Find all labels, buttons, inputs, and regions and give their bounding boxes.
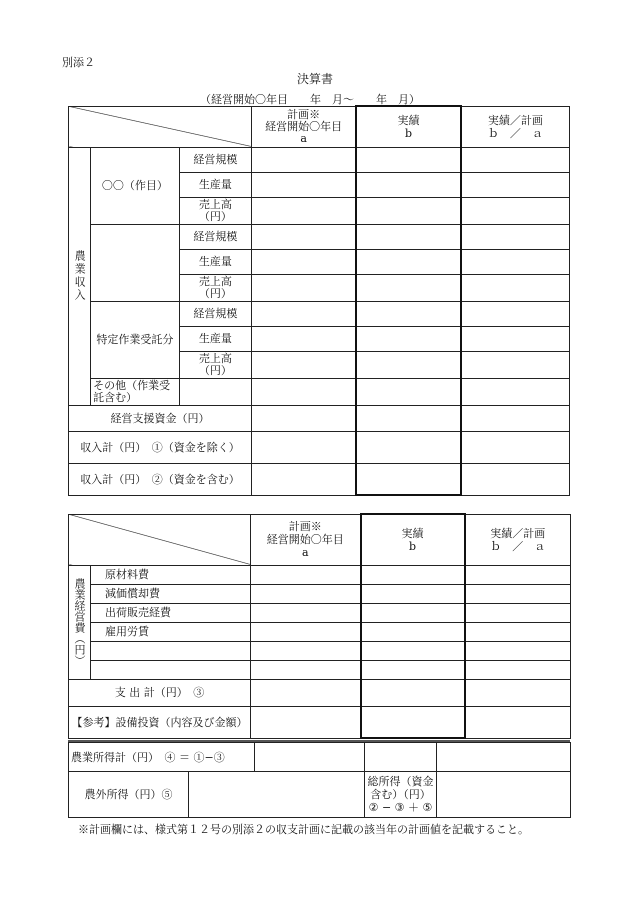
sales-label: 売上高 （円） [179, 274, 251, 301]
cell[interactable] [252, 274, 357, 301]
cell[interactable] [251, 679, 361, 706]
cell[interactable] [461, 197, 570, 224]
cell[interactable] [356, 147, 461, 172]
attachment-label: 別添２ [62, 56, 95, 69]
cell[interactable] [361, 641, 465, 660]
support-funds-label: 経営支援資金（円） [69, 405, 252, 431]
farm-income-group: 農業収入 [69, 147, 91, 405]
blank-expense-label[interactable] [91, 660, 251, 679]
cell[interactable] [461, 431, 570, 463]
cell[interactable] [356, 351, 461, 378]
cell[interactable] [461, 224, 570, 249]
expense-table [68, 513, 571, 739]
farm-expense-group: 農業経営費（円） [69, 565, 91, 679]
cell[interactable] [461, 378, 570, 405]
production-label: 生産量 [179, 172, 251, 197]
cell[interactable] [461, 249, 570, 274]
cell[interactable] [251, 706, 361, 738]
cell[interactable] [465, 584, 571, 603]
reference-investment-label: 【参考】設備投資（内容及び金額） [69, 706, 251, 738]
cell[interactable] [356, 249, 461, 274]
other-label: その他（作業受託含む） [91, 378, 180, 405]
cell[interactable] [189, 772, 365, 818]
cell[interactable] [251, 641, 361, 660]
cell[interactable] [356, 463, 461, 495]
cell[interactable] [365, 743, 437, 772]
materials-label: 原材料費 [91, 565, 251, 584]
cell[interactable] [252, 431, 357, 463]
cell[interactable] [461, 463, 570, 495]
cell[interactable] [252, 224, 357, 249]
income-total-2-label: 収入計（円） ②（資金を含む） [69, 463, 252, 495]
cell[interactable] [461, 351, 570, 378]
cell[interactable] [255, 743, 365, 772]
crop2-label[interactable] [91, 224, 180, 301]
sales-label: 売上高 （円） [179, 197, 251, 224]
cell[interactable] [465, 622, 571, 641]
cell[interactable] [356, 378, 461, 405]
cell[interactable] [356, 326, 461, 351]
cell[interactable] [361, 622, 465, 641]
cell[interactable] [356, 431, 461, 463]
cell[interactable] [461, 326, 570, 351]
document-title: 決算書 [296, 72, 333, 86]
cell[interactable] [361, 584, 465, 603]
cell[interactable] [465, 679, 571, 706]
depreciation-label: 減価償却費 [91, 584, 251, 603]
cell[interactable] [437, 772, 571, 818]
actual-col-header: 実績 b [356, 106, 461, 147]
crop1-label: 〇〇（作目） [91, 147, 180, 224]
sales-label: 売上高 （円） [179, 351, 251, 378]
footnote: ※計画欄には、様式第１２号の別添２の収支計画に記載の該当年の計画値を記載すること。 [78, 823, 529, 836]
cell[interactable] [251, 565, 361, 584]
income-total-1-label: 収入計（円） ①（資金を除く） [69, 431, 252, 463]
income-table [68, 105, 570, 496]
cell[interactable] [361, 679, 465, 706]
cell[interactable] [437, 743, 571, 772]
cell[interactable] [461, 405, 570, 431]
cell[interactable] [361, 660, 465, 679]
cell[interactable] [461, 301, 570, 326]
corner-header [69, 106, 252, 147]
cell[interactable] [252, 326, 357, 351]
cell[interactable] [252, 197, 357, 224]
summary-table [68, 742, 571, 818]
ratio-col-header: 実績／計画 ｂ ／ ａ [461, 106, 570, 147]
shipping-label: 出荷販売経費 [91, 603, 251, 622]
cell[interactable] [356, 172, 461, 197]
cell[interactable] [361, 565, 465, 584]
cell[interactable] [252, 172, 357, 197]
cell[interactable] [465, 603, 571, 622]
plan-col-header: 計画※ 経営開始〇年目 a [251, 514, 361, 565]
cell[interactable] [465, 641, 571, 660]
blank-expense-label[interactable] [91, 641, 251, 660]
cell[interactable] [361, 603, 465, 622]
cell[interactable] [251, 603, 361, 622]
production-label: 生産量 [179, 326, 251, 351]
cell[interactable] [252, 147, 357, 172]
period-line: （経営開始〇年目 年 月～ 年 月） [200, 93, 420, 106]
total-income-label: 総所得（資金含む）（円） ② − ③ ＋ ⑤ [365, 772, 437, 818]
cell[interactable] [251, 660, 361, 679]
actual-col-header: 実績 b [361, 514, 465, 565]
cell[interactable] [252, 301, 357, 326]
production-label: 生産量 [179, 249, 251, 274]
cell[interactable] [356, 197, 461, 224]
cell[interactable] [251, 622, 361, 641]
specified-work-label: 特定作業受託分 [91, 301, 180, 378]
scale-label: 経営規模 [179, 147, 251, 172]
ratio-col-header: 実績／計画 ｂ ／ ａ [465, 514, 571, 565]
cell[interactable] [465, 706, 571, 738]
cell[interactable] [356, 274, 461, 301]
cell[interactable] [252, 378, 357, 405]
cell[interactable] [465, 660, 571, 679]
cell[interactable] [461, 147, 570, 172]
cell[interactable] [252, 405, 357, 431]
cell[interactable] [465, 565, 571, 584]
plan-col-header: 計画※ 経営開始〇年目 a [252, 106, 357, 147]
cell[interactable] [252, 249, 357, 274]
expense-total-label: 支 出 計（円） ③ [69, 679, 251, 706]
scale-label: 経営規模 [179, 224, 251, 249]
scale-label: 経営規模 [179, 301, 251, 326]
cell[interactable] [252, 351, 357, 378]
labor-label: 雇用労賃 [91, 622, 251, 641]
cell[interactable] [252, 463, 357, 495]
farm-income-total-label: 農業所得計（円） ④ ＝ ①−③ [69, 743, 255, 772]
corner-header [69, 514, 251, 565]
cell[interactable] [356, 224, 461, 249]
cell[interactable] [361, 706, 465, 738]
cell[interactable] [356, 405, 461, 431]
cell[interactable] [356, 301, 461, 326]
cell[interactable] [251, 584, 361, 603]
cell[interactable] [461, 172, 570, 197]
cell[interactable] [179, 378, 251, 405]
cell[interactable] [461, 274, 570, 301]
non-farm-income-label: 農外所得（円）⑤ [69, 772, 189, 818]
